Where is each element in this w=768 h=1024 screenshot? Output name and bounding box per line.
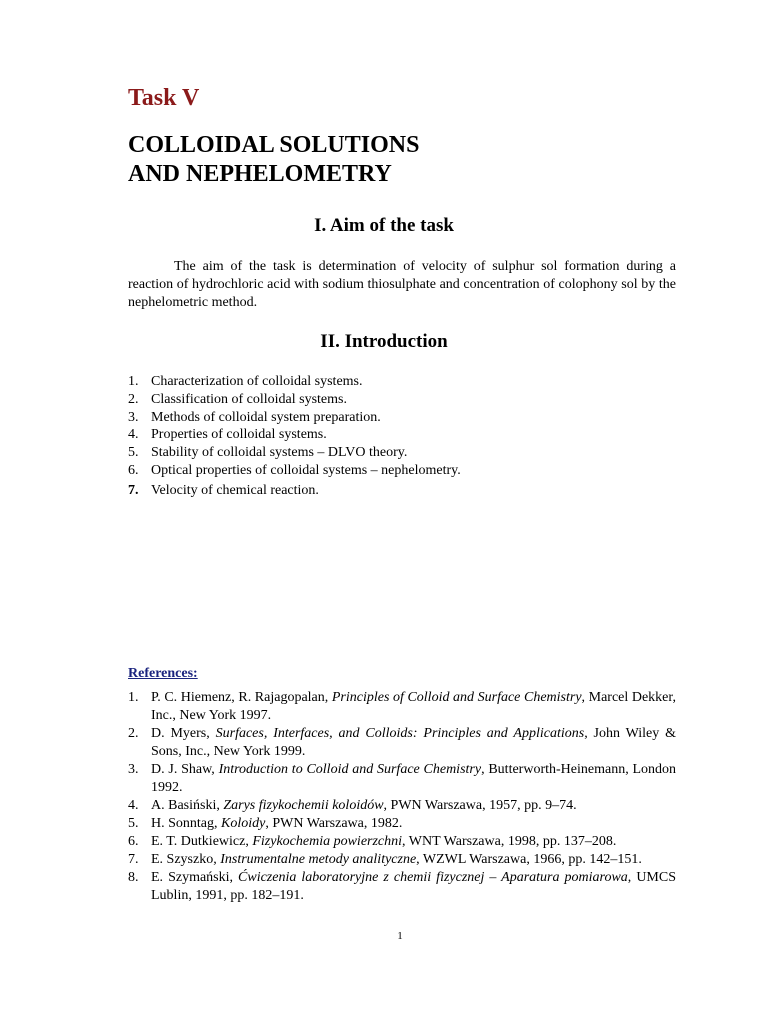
reference-title: Principles of Colloid and Surface Chemistry	[331, 690, 582, 705]
reference-publisher: , PWN Warszawa, 1982.	[265, 816, 403, 831]
reference-title: Ćwiczenia laboratoryjne z chemii fizycznej – Aparatura pomiarowa	[238, 870, 628, 885]
list-item-number: 4.	[128, 427, 139, 443]
references-heading: References:	[128, 666, 198, 681]
reference-number: 1.	[128, 690, 139, 705]
reference-item	[128, 833, 676, 851]
list-item	[128, 373, 461, 391]
reference-publisher: , PWN Warszawa, 1957, pp. 9–74.	[383, 798, 577, 813]
list-item-text: Classification of colloidal systems.	[151, 391, 347, 407]
page-title	[128, 131, 419, 189]
list-item-text: Characterization of colloidal systems.	[151, 374, 363, 389]
reference-title: Surfaces, Interfaces, and Colloids: Principles and Applications	[215, 726, 585, 741]
reference-author: D. J. Shaw,	[151, 762, 219, 777]
list-item-number: 5.	[128, 445, 139, 461]
introduction-heading: II. Introduction	[320, 331, 448, 352]
reference-number: 8.	[128, 870, 139, 885]
reference-item	[128, 869, 676, 905]
list-item-text: Stability of colloidal systems – DLVO theory.	[151, 445, 408, 461]
reference-author: D. Myers,	[151, 726, 216, 741]
reference-publisher: , UMCS Lublin, 1991, pp. 182–191.	[151, 870, 676, 903]
reference-number: 5.	[128, 816, 139, 831]
reference-number: 3.	[128, 762, 139, 777]
reference-item	[128, 689, 676, 725]
reference-publisher: , Marcel Dekker, Inc., New York 1997.	[151, 690, 676, 723]
reference-title: Koloidy	[221, 816, 266, 831]
reference-author: E. Szymański,	[151, 870, 239, 885]
references-list	[128, 689, 676, 905]
reference-author: E. Szyszko,	[151, 852, 221, 867]
reference-author: H. Sonntag,	[151, 816, 221, 831]
reference-publisher: , John Wiley & Sons, Inc., New York 1999.	[151, 726, 677, 759]
task-label: Task V	[128, 85, 200, 111]
reference-number: 2.	[128, 726, 139, 741]
list-item-text: Optical properties of colloidal systems – nephelometry.	[151, 462, 461, 478]
reference-item	[128, 797, 676, 815]
reference-item	[128, 725, 676, 761]
list-item	[128, 426, 461, 444]
list-item	[128, 444, 461, 462]
list-item	[128, 482, 461, 500]
reference-publisher: , WZWL Warszawa, 1966, pp. 142–151.	[416, 852, 642, 867]
list-item	[128, 409, 461, 427]
reference-title: Introduction to Colloid and Surface Chemistry	[218, 762, 482, 777]
reference-item	[128, 815, 676, 833]
page-number: 1	[397, 930, 403, 942]
list-item	[128, 391, 461, 409]
title-line-2: AND NEPHELOMETRY	[128, 161, 392, 187]
reference-title: Zarys fizykochemii koloidów	[223, 798, 384, 813]
reference-author: A. Basiński,	[151, 798, 224, 813]
reference-author: P. C. Hiemenz, R. Rajagopalan,	[151, 690, 332, 705]
list-item-text: Velocity of chemical reaction.	[151, 482, 319, 498]
reference-number: 6.	[128, 834, 139, 849]
list-item-text: Properties of colloidal systems.	[151, 427, 327, 443]
reference-title: Instrumentalne metody analityczne	[220, 852, 417, 867]
list-item	[128, 462, 461, 480]
reference-publisher: , WNT Warszawa, 1998, pp. 137–208.	[402, 834, 617, 849]
reference-title: Fizykochemia powierzchni	[252, 834, 403, 849]
aim-heading: I. Aim of the task	[314, 215, 454, 236]
reference-item	[128, 761, 676, 797]
list-item-number: 6.	[128, 462, 139, 478]
list-item-number: 7.	[128, 482, 139, 498]
reference-publisher: , Butterworth-Heinemann, London 1992.	[151, 762, 677, 795]
aim-paragraph: The aim of the task is determination of velocity of sulphur sol formation during a reaction of hydrochloric acid with sodium thiosulphate and concentration of colophony sol by the nephelometric method.	[128, 259, 676, 310]
title-line-1: COLLOIDAL SOLUTIONS	[128, 132, 420, 158]
reference-number: 4.	[128, 798, 139, 813]
list-item-number: 2.	[128, 391, 139, 407]
reference-author: E. T. Dutkiewicz,	[151, 834, 253, 849]
list-item-text: Methods of colloidal system preparation.	[151, 409, 381, 425]
list-item-number: 3.	[128, 409, 139, 425]
list-item-number: 1.	[128, 374, 139, 389]
introduction-list	[128, 373, 461, 500]
reference-item	[128, 851, 676, 869]
reference-number: 7.	[128, 852, 139, 867]
